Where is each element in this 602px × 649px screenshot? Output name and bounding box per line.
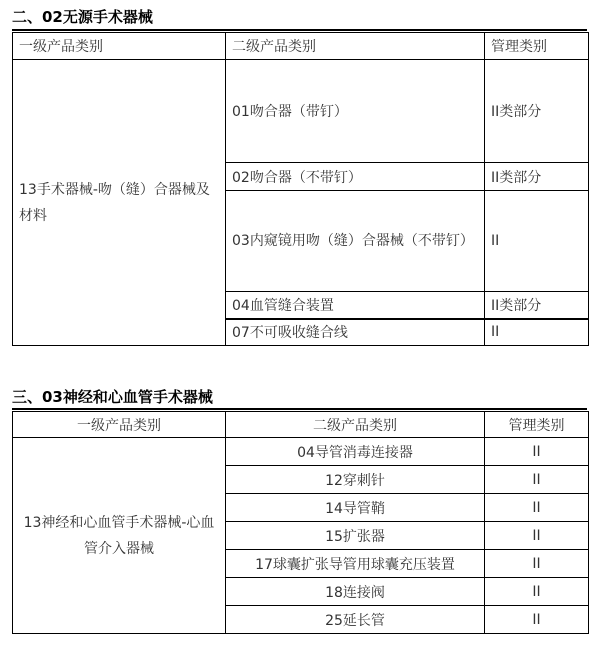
level2-category: 07不可吸收缝合线	[226, 319, 485, 346]
header-level1: 一级产品类别	[13, 412, 226, 438]
header-mgmt: 管理类别	[485, 412, 589, 438]
level2-category: 12穿刺针	[226, 466, 485, 494]
mgmt-class: II类部分	[485, 60, 589, 163]
level2-category: 14导管鞘	[226, 494, 485, 522]
level2-category: 01吻合器（带钉）	[226, 60, 485, 163]
header-mgmt: 管理类别	[485, 33, 589, 60]
mgmt-class: II	[485, 606, 589, 634]
mgmt-class: II	[485, 319, 589, 346]
header-level2: 二级产品类别	[226, 412, 485, 438]
section2-divider	[12, 408, 587, 410]
section2-table	[12, 411, 589, 634]
level2-category: 15扩张器	[226, 522, 485, 550]
mgmt-class: II	[485, 522, 589, 550]
table-header-row	[13, 33, 589, 60]
level2-category: 25延长管	[226, 606, 485, 634]
section1-table	[12, 32, 589, 346]
header-level1: 一级产品类别	[13, 33, 226, 60]
section2-title: 三、03神经和心血管手术器械	[12, 388, 213, 406]
table-header-row	[13, 412, 589, 438]
header-level2: 二级产品类别	[226, 33, 485, 60]
section1-title: 二、02无源手术器械	[12, 8, 153, 26]
mgmt-class: II类部分	[485, 292, 589, 319]
mgmt-class: II	[485, 466, 589, 494]
mgmt-class: II	[485, 438, 589, 466]
table-row	[13, 60, 589, 163]
level2-category: 02吻合器（不带钉）	[226, 163, 485, 191]
level1-category: 13神经和心血管手术器械-心血管介入器械	[13, 438, 226, 634]
level2-category: 04血管缝合装置	[226, 292, 485, 319]
mgmt-class: II	[485, 191, 589, 292]
section1-divider	[12, 29, 587, 31]
level2-category: 17球囊扩张导管用球囊充压装置	[226, 550, 485, 578]
mgmt-class: II	[485, 550, 589, 578]
level2-category: 03内窥镜用吻（缝）合器械（不带钉）	[226, 191, 485, 292]
level2-category: 18连接阀	[226, 578, 485, 606]
mgmt-class: II	[485, 578, 589, 606]
table-row	[13, 438, 589, 466]
mgmt-class: II类部分	[485, 163, 589, 191]
level1-category: 13手术器械-吻（缝）合器械及材料	[13, 60, 226, 346]
mgmt-class: II	[485, 494, 589, 522]
level2-category: 04导管消毒连接器	[226, 438, 485, 466]
